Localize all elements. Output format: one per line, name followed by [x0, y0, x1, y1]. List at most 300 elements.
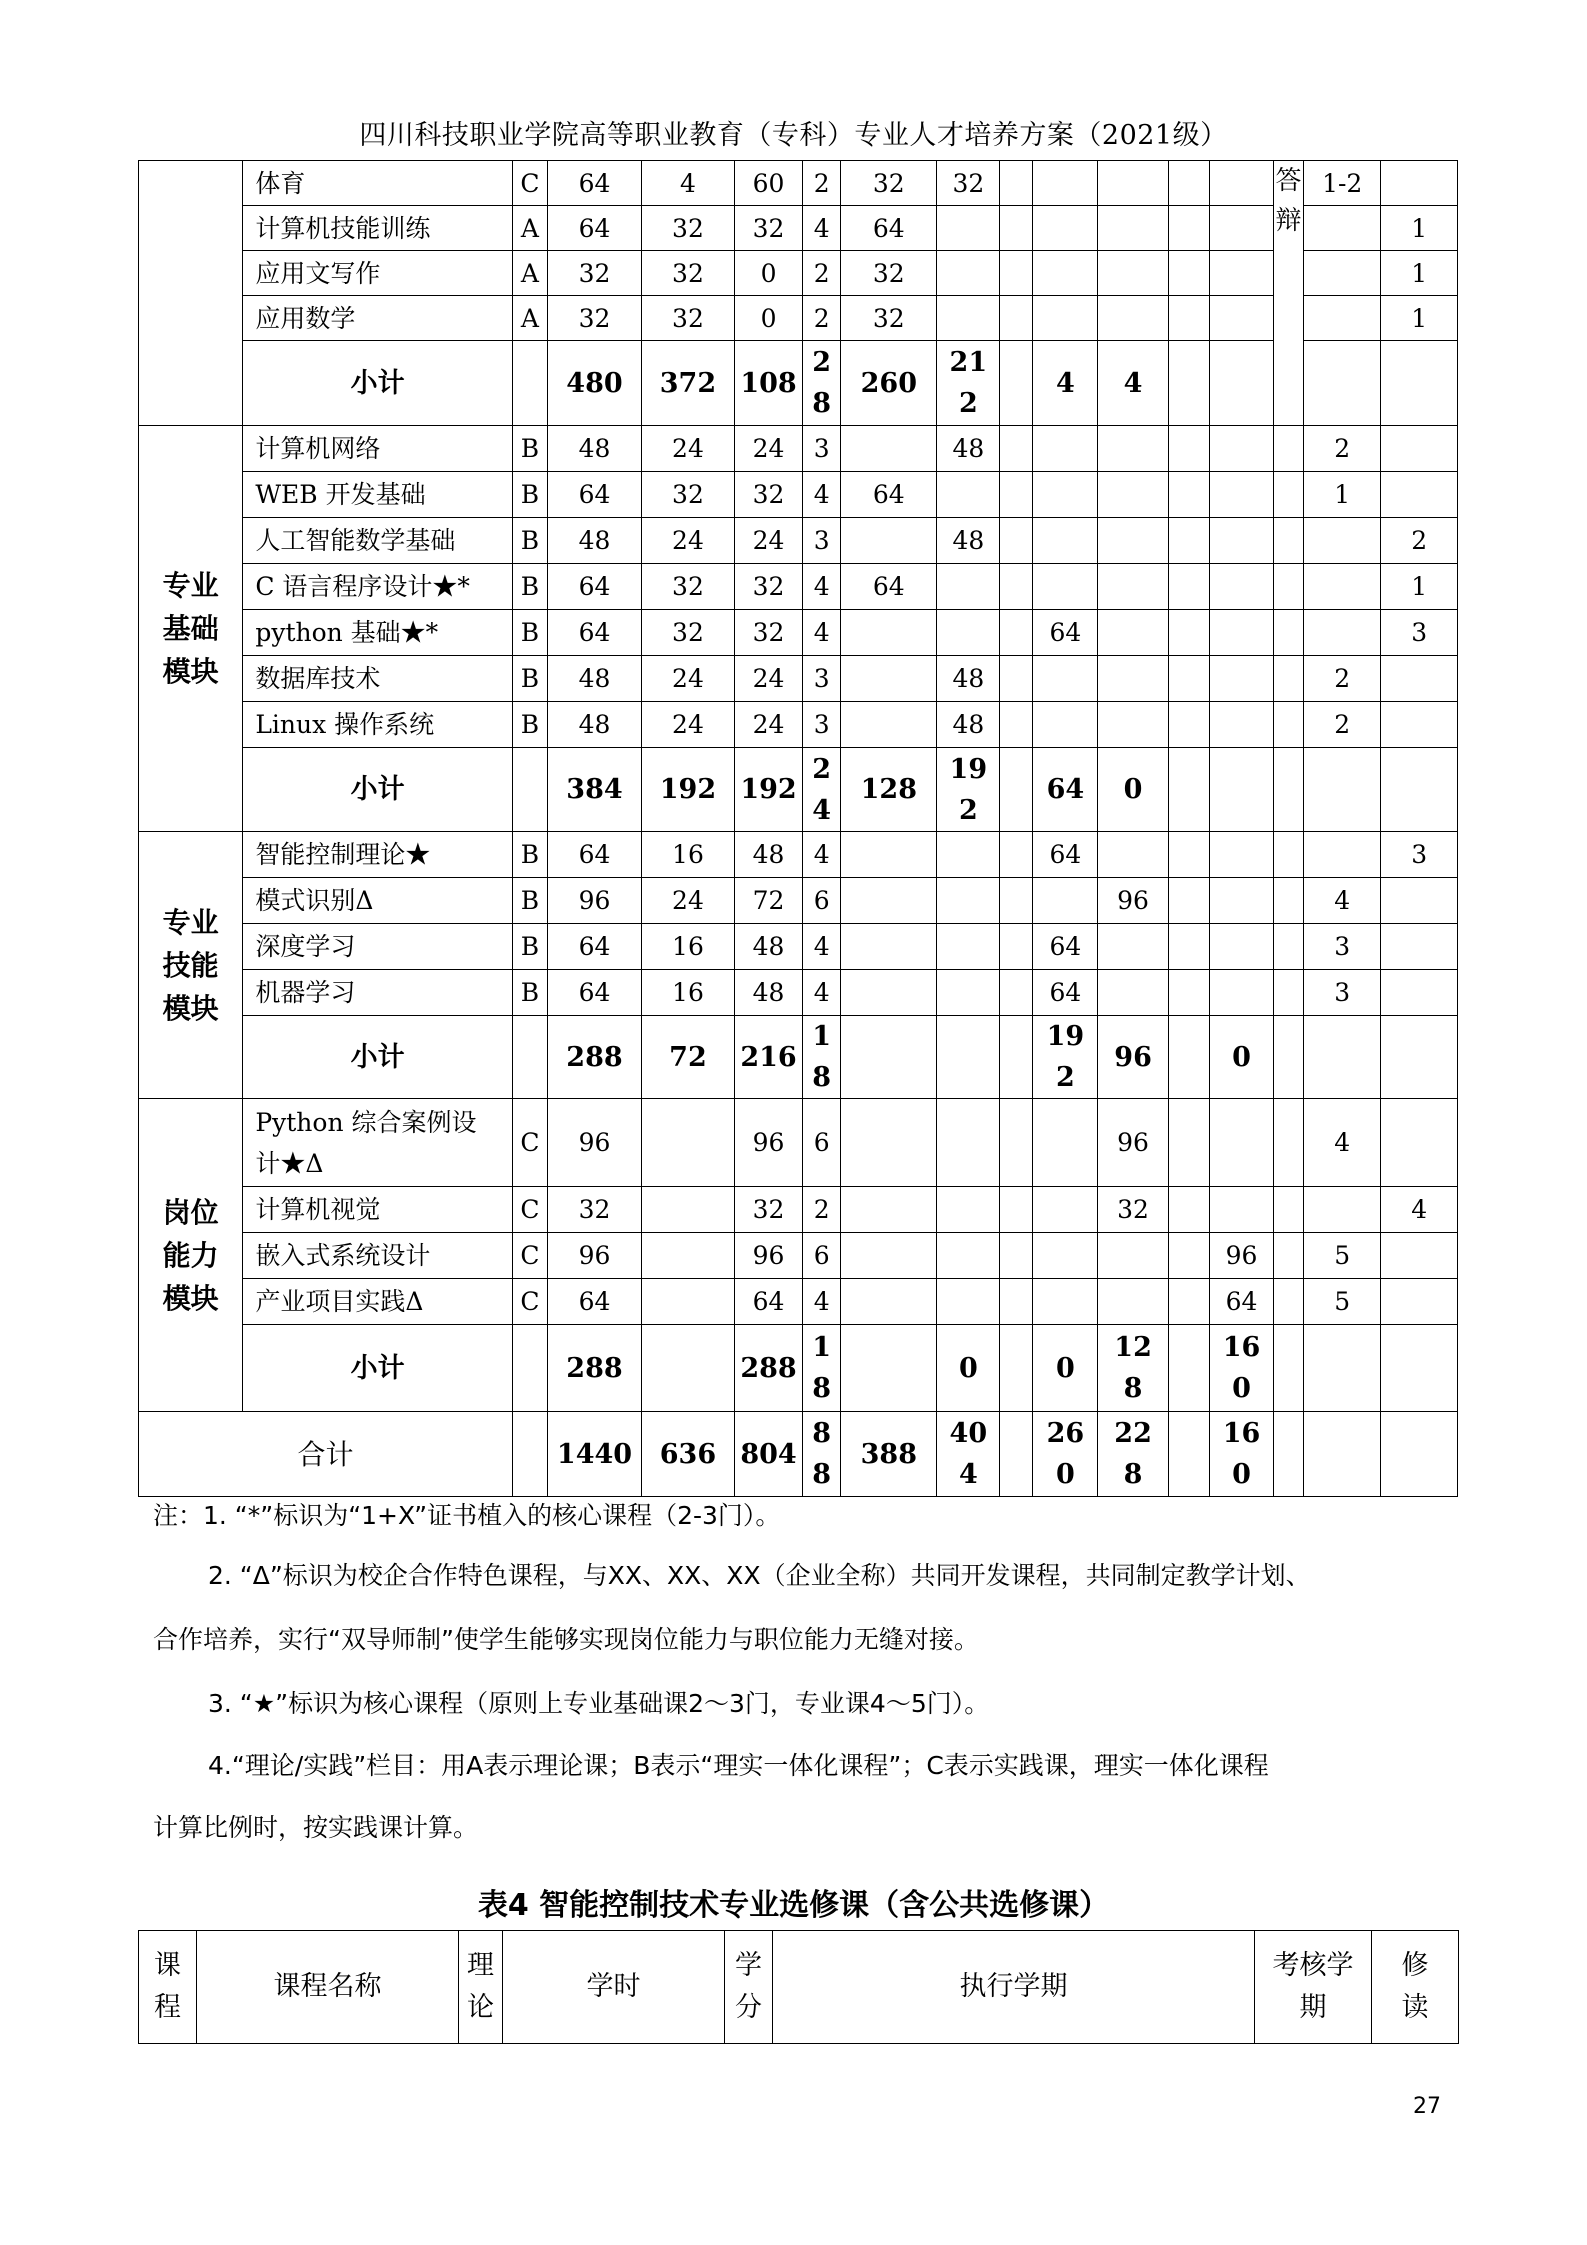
subtotal-row — [139, 748, 1458, 832]
theory-hours — [641, 1187, 734, 1233]
credits: 2 — [803, 161, 841, 206]
semester-2 — [937, 878, 1000, 924]
table-row — [139, 832, 1458, 878]
exam-semester — [1303, 1412, 1380, 1497]
gap-cell — [1168, 161, 1209, 206]
semester-4 — [1098, 564, 1168, 610]
semester-1 — [841, 518, 937, 564]
theory-hours: 24 — [641, 518, 734, 564]
credits: 6 — [803, 1099, 841, 1187]
course-type: B — [512, 656, 547, 702]
answer-cell — [1274, 1099, 1304, 1187]
answer-cell — [1274, 610, 1304, 656]
header-credit: 学 分 — [725, 1931, 773, 2044]
semester-3 — [1033, 564, 1098, 610]
gap-cell — [1000, 970, 1033, 1016]
semester-5 — [1210, 518, 1274, 564]
practice-hours: 32 — [734, 564, 802, 610]
gap-cell — [1168, 341, 1209, 426]
semester-2: 0 — [937, 1325, 1000, 1412]
theory-hours: 636 — [641, 1412, 734, 1497]
course-type: B — [512, 564, 547, 610]
semester-1: 388 — [841, 1412, 937, 1497]
semester-1 — [841, 1016, 937, 1099]
exam-semester: 5 — [1303, 1233, 1380, 1279]
semester-2: 48 — [937, 518, 1000, 564]
semester-2 — [937, 206, 1000, 251]
course-name: WEB 开发基础 — [243, 472, 513, 518]
credits: 1 8 — [803, 1016, 841, 1099]
study-mode — [1381, 1099, 1458, 1187]
course-type: B — [512, 610, 547, 656]
gap-cell — [1000, 518, 1033, 564]
theory-hours: 16 — [641, 832, 734, 878]
semester-1 — [841, 702, 937, 748]
total-hours: 96 — [548, 878, 642, 924]
study-mode — [1381, 702, 1458, 748]
credits: 4 — [803, 610, 841, 656]
theory-hours: 24 — [641, 426, 734, 472]
answer-cell — [1274, 1233, 1304, 1279]
semester-3: 64 — [1033, 832, 1098, 878]
course-type: C — [512, 1233, 547, 1279]
subtotal-label: 小计 — [243, 748, 513, 832]
gap-cell — [1000, 564, 1033, 610]
study-mode: 1 — [1381, 251, 1458, 296]
gap-cell — [1000, 161, 1033, 206]
semester-3 — [1033, 518, 1098, 564]
elective-header-row — [139, 1931, 1459, 2044]
credits: 2 — [803, 251, 841, 296]
semester-3: 64 — [1033, 748, 1098, 832]
total-hours: 48 — [548, 702, 642, 748]
course-name: 产业项目实践Δ — [243, 1279, 513, 1325]
course-type: B — [512, 832, 547, 878]
exam-semester — [1303, 1187, 1380, 1233]
study-mode: 1 — [1381, 206, 1458, 251]
semester-1: 32 — [841, 296, 937, 341]
total-hours: 64 — [548, 564, 642, 610]
study-mode — [1381, 924, 1458, 970]
semester-4: 96 — [1098, 1099, 1168, 1187]
semester-5 — [1210, 610, 1274, 656]
total-hours: 48 — [548, 426, 642, 472]
semester-5 — [1210, 924, 1274, 970]
note-3: 3. “★”标识为核心课程（原则上专业基础课2～3门，专业课4～5门）。 — [208, 1689, 990, 1718]
gap-cell — [1000, 1279, 1033, 1325]
semester-4: 0 — [1098, 748, 1168, 832]
gap-cell — [1168, 1412, 1209, 1497]
theory-hours: 372 — [641, 341, 734, 426]
semester-3 — [1033, 206, 1098, 251]
gap-cell — [1168, 878, 1209, 924]
semester-4 — [1098, 518, 1168, 564]
course-type — [512, 1325, 547, 1412]
semester-2 — [937, 1099, 1000, 1187]
semester-2 — [937, 832, 1000, 878]
practice-hours: 216 — [734, 1016, 802, 1099]
semester-1 — [841, 610, 937, 656]
subtotal-row — [139, 341, 1458, 426]
semester-4 — [1098, 161, 1168, 206]
theory-hours: 24 — [641, 702, 734, 748]
gap-cell — [1168, 1099, 1209, 1187]
gap-cell — [1000, 1099, 1033, 1187]
theory-hours: 4 — [641, 161, 734, 206]
total-hours: 64 — [548, 970, 642, 1016]
gap-cell — [1168, 970, 1209, 1016]
semester-2 — [937, 251, 1000, 296]
exam-semester: 4 — [1303, 878, 1380, 924]
semester-1 — [841, 1325, 937, 1412]
semester-2 — [937, 610, 1000, 656]
course-type: B — [512, 878, 547, 924]
answer-cell — [1274, 832, 1304, 878]
theory-hours: 32 — [641, 206, 734, 251]
semester-2: 48 — [937, 656, 1000, 702]
study-mode: 1 — [1381, 564, 1458, 610]
answer-cell — [1274, 426, 1304, 472]
gap-cell — [1168, 748, 1209, 832]
gap-cell — [1000, 832, 1033, 878]
practice-hours: 96 — [734, 1233, 802, 1279]
course-type: A — [512, 251, 547, 296]
exam-semester — [1303, 610, 1380, 656]
gap-cell — [1168, 564, 1209, 610]
total-hours: 32 — [548, 296, 642, 341]
practice-hours: 288 — [734, 1325, 802, 1412]
answer-cell — [1274, 702, 1304, 748]
subtotal-label: 小计 — [243, 341, 513, 426]
answer-cell — [1274, 518, 1304, 564]
study-mode: 3 — [1381, 832, 1458, 878]
theory-hours — [641, 1099, 734, 1187]
semester-3 — [1033, 472, 1098, 518]
practice-hours: 108 — [734, 341, 802, 426]
semester-5 — [1210, 206, 1274, 251]
note-4a: 4.“理论/实践”栏目：用A表示理论课；B表示“理实一体化课程”；C表示实践课，理实一体化课程 — [208, 1751, 1269, 1780]
exam-semester: 2 — [1303, 702, 1380, 748]
semester-2 — [937, 1016, 1000, 1099]
credits: 4 — [803, 472, 841, 518]
course-name: Python 综合案例设 计★Δ — [243, 1099, 513, 1187]
semester-2 — [937, 924, 1000, 970]
course-type — [512, 748, 547, 832]
semester-1 — [841, 656, 937, 702]
semester-4: 12 8 — [1098, 1325, 1168, 1412]
table-row — [139, 296, 1458, 341]
credits: 3 — [803, 656, 841, 702]
semester-5 — [1210, 656, 1274, 702]
study-mode — [1381, 472, 1458, 518]
study-mode: 2 — [1381, 518, 1458, 564]
header-course: 课 程 — [139, 1931, 197, 2044]
credits: 4 — [803, 970, 841, 1016]
semester-1 — [841, 1187, 937, 1233]
semester-1: 32 — [841, 161, 937, 206]
semester-3: 26 0 — [1033, 1412, 1098, 1497]
theory-hours: 72 — [641, 1016, 734, 1099]
exam-semester — [1303, 251, 1380, 296]
exam-semester — [1303, 564, 1380, 610]
gap-cell — [1000, 702, 1033, 748]
semester-2 — [937, 472, 1000, 518]
theory-hours: 32 — [641, 296, 734, 341]
exam-semester — [1303, 296, 1380, 341]
total-hours: 64 — [548, 472, 642, 518]
gap-cell — [1168, 1325, 1209, 1412]
gap-cell — [1168, 610, 1209, 656]
semester-1: 32 — [841, 251, 937, 296]
semester-4 — [1098, 296, 1168, 341]
semester-4: 4 — [1098, 341, 1168, 426]
total-hours: 64 — [548, 1279, 642, 1325]
theory-hours: 32 — [641, 472, 734, 518]
course-name: C 语言程序设计★* — [243, 564, 513, 610]
semester-5 — [1210, 472, 1274, 518]
semester-3 — [1033, 161, 1098, 206]
gap-cell — [1168, 1279, 1209, 1325]
semester-3 — [1033, 702, 1098, 748]
course-name: 体育 — [243, 161, 513, 206]
answer-cell — [1274, 656, 1304, 702]
semester-2: 48 — [937, 426, 1000, 472]
total-hours: 1440 — [548, 1412, 642, 1497]
gap-cell — [1168, 426, 1209, 472]
credits: 6 — [803, 878, 841, 924]
study-mode — [1381, 1412, 1458, 1497]
semester-3 — [1033, 656, 1098, 702]
course-type: B — [512, 924, 547, 970]
exam-semester — [1303, 518, 1380, 564]
gap-cell — [1168, 1187, 1209, 1233]
credits: 2 — [803, 296, 841, 341]
gap-cell — [1168, 924, 1209, 970]
theory-hours: 24 — [641, 656, 734, 702]
practice-hours: 48 — [734, 924, 802, 970]
header-hours: 学时 — [503, 1931, 725, 2044]
page-number: 27 — [1413, 2094, 1441, 2119]
practice-hours: 48 — [734, 970, 802, 1016]
note-4b: 计算比例时，按实践课计算。 — [153, 1813, 479, 1842]
answer-cell — [1274, 1412, 1304, 1497]
credits: 1 8 — [803, 1325, 841, 1412]
semester-1 — [841, 1099, 937, 1187]
semester-2: 21 2 — [937, 341, 1000, 426]
practice-hours: 32 — [734, 1187, 802, 1233]
credits: 8 8 — [803, 1412, 841, 1497]
semester-1: 260 — [841, 341, 937, 426]
course-type — [512, 1412, 547, 1497]
exam-semester: 5 — [1303, 1279, 1380, 1325]
practice-hours: 32 — [734, 610, 802, 656]
semester-4 — [1098, 702, 1168, 748]
study-mode — [1381, 161, 1458, 206]
module-label: 岗位 能力 模块 — [139, 1099, 243, 1412]
answer-cell — [1274, 564, 1304, 610]
gap-cell — [1000, 472, 1033, 518]
semester-4: 32 — [1098, 1187, 1168, 1233]
study-mode: 3 — [1381, 610, 1458, 656]
semester-3 — [1033, 1279, 1098, 1325]
credits: 3 — [803, 518, 841, 564]
table-row — [139, 656, 1458, 702]
answer-cell — [1274, 878, 1304, 924]
practice-hours: 72 — [734, 878, 802, 924]
semester-4 — [1098, 970, 1168, 1016]
exam-semester — [1303, 341, 1380, 426]
course-name: 人工智能数学基础 — [243, 518, 513, 564]
course-name: 计算机视觉 — [243, 1187, 513, 1233]
credits: 6 — [803, 1233, 841, 1279]
answer-cell — [1274, 748, 1304, 832]
study-mode — [1381, 1279, 1458, 1325]
gap-cell — [1000, 656, 1033, 702]
gap-cell — [1000, 1233, 1033, 1279]
gap-cell — [1168, 296, 1209, 341]
exam-semester — [1303, 206, 1380, 251]
table-row — [139, 702, 1458, 748]
semester-4 — [1098, 656, 1168, 702]
credits: 4 — [803, 832, 841, 878]
total-hours: 48 — [548, 656, 642, 702]
semester-3 — [1033, 426, 1098, 472]
course-type: B — [512, 426, 547, 472]
semester-1 — [841, 924, 937, 970]
answer-cell — [1274, 970, 1304, 1016]
gap-cell — [1000, 206, 1033, 251]
header-course-name: 课程名称 — [197, 1931, 459, 2044]
table-row — [139, 1233, 1458, 1279]
answer-cell — [1274, 472, 1304, 518]
table-row — [139, 1187, 1458, 1233]
exam-semester: 2 — [1303, 656, 1380, 702]
semester-1 — [841, 426, 937, 472]
exam-semester: 3 — [1303, 924, 1380, 970]
course-type: C — [512, 1099, 547, 1187]
course-name: 应用文写作 — [243, 251, 513, 296]
theory-hours: 16 — [641, 924, 734, 970]
credits: 4 — [803, 564, 841, 610]
theory-hours — [641, 1233, 734, 1279]
practice-hours: 24 — [734, 426, 802, 472]
semester-3 — [1033, 878, 1098, 924]
course-name: 计算机网络 — [243, 426, 513, 472]
theory-hours: 192 — [641, 748, 734, 832]
semester-4: 22 8 — [1098, 1412, 1168, 1497]
table-row — [139, 472, 1458, 518]
gap-cell — [1000, 1016, 1033, 1099]
total-hours: 96 — [548, 1233, 642, 1279]
semester-2 — [937, 1233, 1000, 1279]
semester-5 — [1210, 564, 1274, 610]
semester-4 — [1098, 472, 1168, 518]
study-mode — [1381, 426, 1458, 472]
semester-4 — [1098, 426, 1168, 472]
gap-cell — [1000, 878, 1033, 924]
semester-5 — [1210, 702, 1274, 748]
credits: 2 — [803, 1187, 841, 1233]
gap-cell — [1000, 1325, 1033, 1412]
gap-cell — [1000, 251, 1033, 296]
semester-5 — [1210, 296, 1274, 341]
course-name: 智能控制理论★ — [243, 832, 513, 878]
semester-3 — [1033, 1233, 1098, 1279]
semester-5 — [1210, 878, 1274, 924]
course-name: python 基础★* — [243, 610, 513, 656]
semester-2: 32 — [937, 161, 1000, 206]
semester-5: 16 0 — [1210, 1412, 1274, 1497]
gap-cell — [1168, 1233, 1209, 1279]
semester-3: 0 — [1033, 1325, 1098, 1412]
gap-cell — [1168, 702, 1209, 748]
theory-hours: 32 — [641, 610, 734, 656]
gap-cell — [1168, 832, 1209, 878]
course-name: 机器学习 — [243, 970, 513, 1016]
course-type: A — [512, 296, 547, 341]
theory-hours — [641, 1279, 734, 1325]
gap-cell — [1000, 1187, 1033, 1233]
semester-2: 48 — [937, 702, 1000, 748]
semester-5 — [1210, 1187, 1274, 1233]
table-row — [139, 970, 1458, 1016]
semester-2: 40 4 — [937, 1412, 1000, 1497]
subtotal-label: 小计 — [243, 1325, 513, 1412]
course-name: 计算机技能训练 — [243, 206, 513, 251]
semester-4 — [1098, 610, 1168, 656]
practice-hours: 804 — [734, 1412, 802, 1497]
credits: 4 — [803, 206, 841, 251]
semester-3 — [1033, 1187, 1098, 1233]
theory-hours: 16 — [641, 970, 734, 1016]
semester-3: 64 — [1033, 610, 1098, 656]
exam-semester — [1303, 1325, 1380, 1412]
semester-5: 16 0 — [1210, 1325, 1274, 1412]
table4-title: 表4 智能控制技术专业选修课（含公共选修课） — [477, 1888, 1110, 1923]
gap-cell — [1000, 748, 1033, 832]
practice-hours: 64 — [734, 1279, 802, 1325]
module-label: 专业 技能 模块 — [139, 832, 243, 1099]
course-type: A — [512, 206, 547, 251]
study-mode — [1381, 1233, 1458, 1279]
course-name: 深度学习 — [243, 924, 513, 970]
course-name: 模式识别Δ — [243, 878, 513, 924]
total-hours: 288 — [548, 1325, 642, 1412]
gap-cell — [1168, 206, 1209, 251]
semester-3: 19 2 — [1033, 1016, 1098, 1099]
semester-4 — [1098, 924, 1168, 970]
semester-1 — [841, 970, 937, 1016]
note-2b: 合作培养，实行“双导师制”使学生能够实现岗位能力与职位能力无缝对接。 — [153, 1625, 979, 1654]
exam-semester: 1 — [1303, 472, 1380, 518]
exam-semester — [1303, 832, 1380, 878]
header-semester: 执行学期 — [773, 1931, 1255, 2044]
practice-hours: 24 — [734, 702, 802, 748]
subtotal-row — [139, 1325, 1458, 1412]
note-1: 注：1. “*”标识为“1+X”证书植入的核心课程（2-3门）。 — [153, 1501, 781, 1530]
gap-cell — [1000, 426, 1033, 472]
semester-1: 64 — [841, 472, 937, 518]
practice-hours: 48 — [734, 832, 802, 878]
subtotal-label: 小计 — [243, 1016, 513, 1099]
answer-cell — [1274, 924, 1304, 970]
semester-1: 64 — [841, 564, 937, 610]
module-label: 专业 基础 模块 — [139, 426, 243, 832]
semester-3: 64 — [1033, 970, 1098, 1016]
semester-4: 96 — [1098, 878, 1168, 924]
semester-5 — [1210, 748, 1274, 832]
gap-cell — [1000, 924, 1033, 970]
